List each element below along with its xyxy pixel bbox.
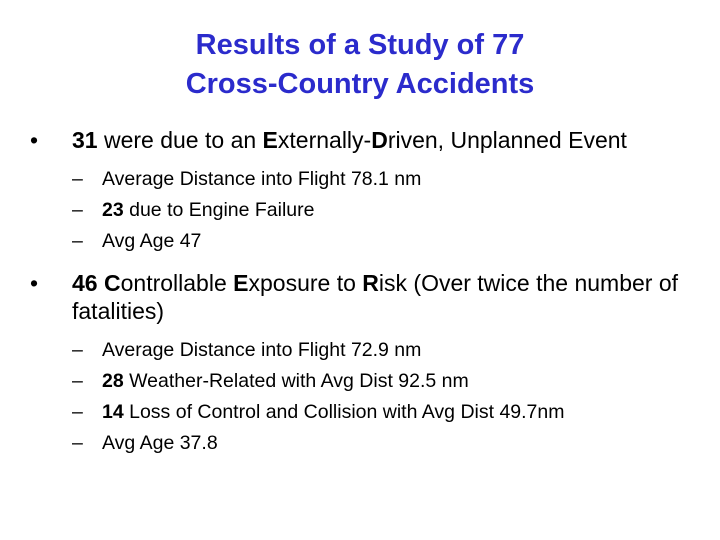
bullet-text-part: xternally- bbox=[277, 127, 372, 153]
sub-marker: – bbox=[72, 199, 83, 221]
bullet-text-initial: E bbox=[233, 270, 249, 296]
sub-item bbox=[72, 226, 700, 257]
sub-marker: – bbox=[72, 230, 83, 252]
sub-list-externally-driven bbox=[72, 164, 700, 257]
sub-item-count: 23 bbox=[102, 199, 124, 221]
bullet-text-initial: C bbox=[103, 270, 121, 296]
bullet-text-initial: D bbox=[371, 127, 388, 153]
sub-item bbox=[72, 397, 700, 428]
sub-marker: – bbox=[72, 168, 83, 190]
bullet-marker: • bbox=[30, 127, 39, 153]
sub-item-text: Loss of Control and Collision with Avg Dist 49.7nm bbox=[123, 401, 565, 423]
bullet-text-part: xposure to bbox=[248, 270, 363, 296]
sub-item-text: Weather-Related with Avg Dist 92.5 nm bbox=[123, 370, 469, 392]
sub-item-count: 14 bbox=[102, 401, 124, 423]
sub-item-text: Avg Age 47 bbox=[102, 230, 202, 252]
sub-item-text: due to Engine Failure bbox=[123, 199, 315, 221]
title-line-1: Results of a Study of 77 bbox=[195, 29, 525, 61]
sub-item bbox=[72, 335, 700, 366]
bullet-count: 31 bbox=[72, 127, 98, 153]
bullet-externally-driven bbox=[30, 126, 700, 154]
sub-item-text: Average Distance into Flight 78.1 nm bbox=[102, 168, 422, 190]
bullet-text-part: were due to an bbox=[97, 127, 263, 153]
sub-list-controllable-exposure bbox=[72, 335, 700, 459]
sub-marker: – bbox=[72, 432, 83, 454]
slide-body bbox=[30, 126, 700, 459]
bullet-text-initial: R bbox=[362, 270, 379, 296]
bullet-text-initial: E bbox=[262, 127, 278, 153]
sub-item-text: Avg Age 37.8 bbox=[102, 432, 218, 454]
bullet-text-part: ontrollable bbox=[120, 270, 234, 296]
bullet-count: 46 bbox=[72, 270, 98, 296]
sub-item bbox=[72, 366, 700, 397]
sub-marker: – bbox=[72, 401, 83, 423]
bullet-controllable-exposure bbox=[30, 269, 700, 325]
slide-title bbox=[0, 26, 720, 104]
sub-marker: – bbox=[72, 370, 83, 392]
sub-item-count: 28 bbox=[102, 370, 124, 392]
sub-item-text: Average Distance into Flight 72.9 nm bbox=[102, 339, 422, 361]
bullet-text-part: riven, Unplanned Event bbox=[387, 127, 627, 153]
bullet-text-part: isk (Over twice the number of fatalities) bbox=[72, 270, 679, 324]
sub-item bbox=[72, 164, 700, 195]
sub-item bbox=[72, 428, 700, 459]
bullet-marker: • bbox=[30, 270, 39, 296]
sub-marker: – bbox=[72, 339, 83, 361]
title-line-2: Cross-Country Accidents bbox=[185, 68, 535, 100]
sub-item bbox=[72, 195, 700, 226]
